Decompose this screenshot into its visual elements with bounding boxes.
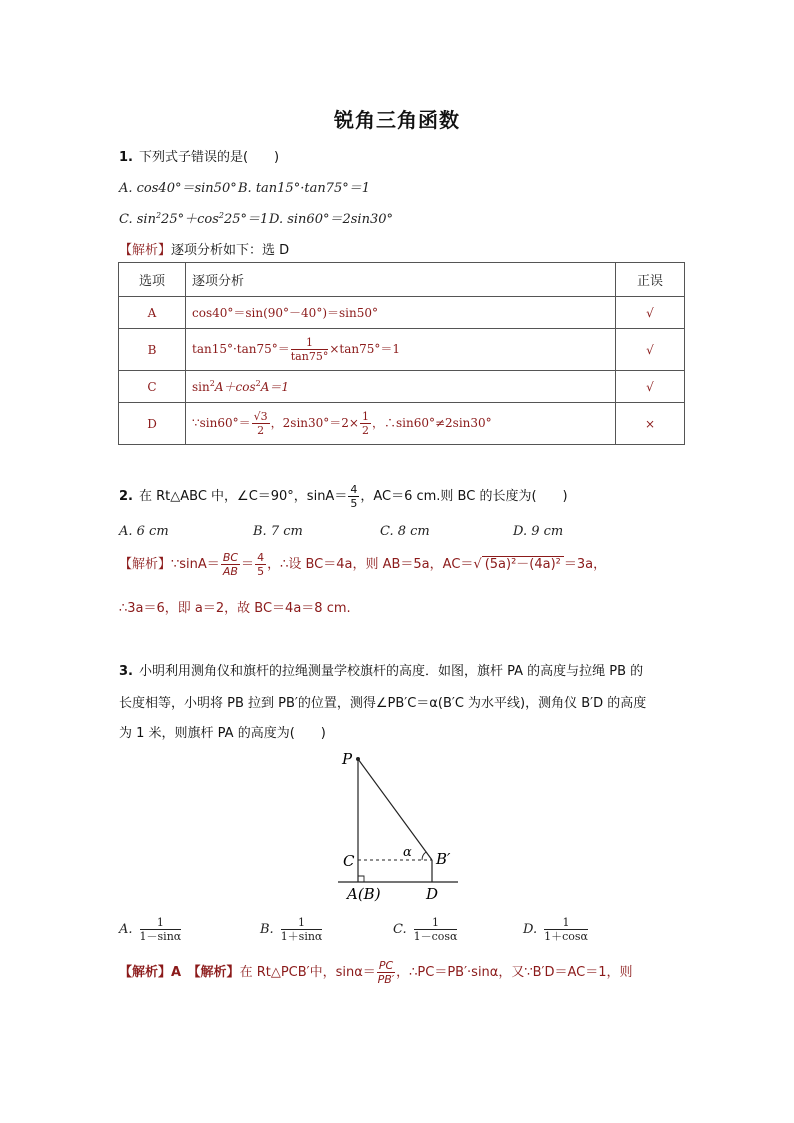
label-d: D	[426, 885, 439, 903]
q2-solution-line-2: ∴3a＝6，即 a＝2，故 BC＝4a＝8 cm.	[119, 601, 351, 616]
q2-option-b: B. 7 cm	[253, 524, 303, 539]
q3-solution-line: 【解析】A 【解析】在 Rt△PCB′中，sinα＝ $\frac{PC}{PB'}$ ，∴PC＝PB′·sinα，又∵B′D＝AC＝1，则	[119, 959, 633, 986]
point-p	[356, 757, 360, 761]
q1-option-b: B. tan15°·tan75°＝1	[238, 181, 370, 196]
q3-option-a: A. $\frac{1}{1-\sin\alpha}$	[119, 916, 182, 943]
row-analysis: tan15°·tan75°＝ $\frac{1}{\tan 75^\circ}$ ×tan75°＝1	[186, 329, 616, 371]
header-option: 选项	[119, 263, 186, 297]
solution-text: 逐项分析如下：选 D	[171, 243, 290, 258]
q3-option-d: D. $\frac{1}{1+\cos\alpha}$	[523, 916, 588, 943]
q3-option-c: C. $\frac{1}{1-\cos\alpha}$	[393, 916, 458, 943]
row-analysis: cos40°＝sin(90°－40°)＝sin50°	[186, 297, 616, 329]
q1-option-d: D. sin60°＝2sin30°	[269, 212, 393, 227]
label-p: P	[342, 750, 353, 768]
row-option: D	[119, 403, 186, 445]
question-text: 下列式子错误的是( )	[138, 150, 280, 165]
question-number: 2.	[119, 489, 133, 504]
row-mark: √	[616, 371, 685, 403]
table-row	[119, 297, 685, 329]
question-1-stem	[119, 146, 279, 165]
row-option: C	[119, 371, 186, 403]
right-angle-mark	[358, 876, 364, 882]
label-alpha: α	[403, 845, 412, 860]
question-3-line-3: 为 1 米，则旗杆 PA 的高度为( )	[119, 726, 326, 741]
solution-label: 【解析】A 【解析】	[119, 965, 240, 980]
solution-label: 【解析】	[119, 557, 172, 572]
table-row	[119, 403, 685, 445]
row-analysis: ∵sin60°＝ $\frac{√3}{2}$ ，2sin30°＝2× $\frac{1}{2}$ ，∴sin60°≠2sin30°	[186, 403, 616, 445]
q1-solution-line	[119, 239, 289, 258]
question-number: 3.	[119, 664, 133, 679]
q2-option-d: D. 9 cm	[513, 524, 564, 539]
rope-line	[358, 759, 432, 860]
q1-option-c: C. $\sin^225^\circ+\cos^225^\circ=1$	[119, 211, 269, 227]
q2-option-c: C. 8 cm	[380, 524, 430, 539]
q2-option-a: A. 6 cm	[119, 524, 169, 539]
q1-option-a: A. cos40°＝sin50°	[119, 181, 237, 196]
angle-arc	[422, 852, 426, 860]
table-row	[119, 371, 685, 403]
q2-solution-line-1: 【解析】∵sinA＝ $\frac{BC}{AB}$ ＝ $\frac{4}{5}$ ，∴设 BC＝4a，则 AB＝5a，AC＝√ (5a)²－(4a)² ＝3a，	[119, 551, 607, 578]
solution-label: 【解析】	[119, 243, 172, 258]
row-option: B	[119, 329, 186, 371]
question-3-line-2: 长度相等，小明将 PB 拉到 PB′的位置，测得∠PB′C＝α(B′C 为水平线)，测角仪 B′D 的高度	[119, 696, 647, 711]
row-analysis: $\sin^2A+\cos^2A=1$	[186, 371, 616, 403]
header-analysis: 逐项分析	[186, 263, 616, 297]
row-mark: √	[616, 297, 685, 329]
analysis-table	[118, 262, 685, 445]
question-number: 1.	[119, 150, 133, 165]
q3-option-b: B. $\frac{1}{1+\sin\alpha}$	[260, 916, 323, 943]
question-3-line-1: 3. 小明利用测角仪和旗杆的拉绳测量学校旗杆的高度．如图，旗杆 PA 的高度与拉绳 PB 的	[119, 664, 644, 679]
row-mark: √	[616, 329, 685, 371]
flagpole-figure	[330, 748, 470, 908]
label-c: C	[343, 852, 355, 870]
header-correct: 正误	[616, 263, 685, 297]
label-b-prime: B′	[436, 850, 451, 868]
question-2-stem: 2. 在 Rt△ABC 中，∠C＝90°，sinA＝ $\frac{4}{5}$ ，AC＝6 cm.则 BC 的长度为( )	[119, 483, 568, 510]
page-title: 锐角三角函数	[334, 108, 460, 132]
table-row	[119, 329, 685, 371]
label-a-b: A(B)	[347, 885, 381, 903]
row-mark: ×	[616, 403, 685, 445]
row-option: A	[119, 297, 186, 329]
table-header-row	[119, 263, 685, 297]
